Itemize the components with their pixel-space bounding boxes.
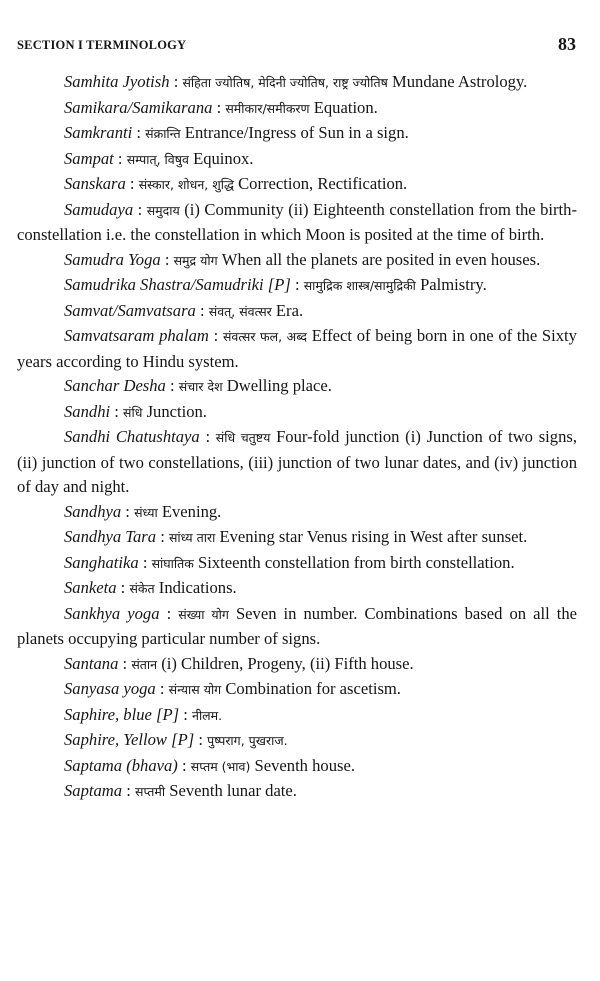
glossary-entry: [17, 147, 577, 173]
entry-separator: :: [125, 174, 139, 193]
entry-term: Sanskara: [64, 174, 126, 193]
glossary-entry: [17, 121, 577, 147]
entry-separator: :: [159, 603, 179, 623]
entry-separator: :: [132, 123, 146, 142]
entry-term: Sampat: [64, 148, 114, 168]
entry-hindi: समुदाय: [146, 202, 180, 218]
glossary-entry: [17, 172, 577, 198]
entry-term: Sandhi: [64, 401, 111, 421]
entry-term: Saphire, Yellow [P]: [64, 730, 195, 749]
entry-definition: Equation.: [309, 97, 378, 117]
entry-hindi: समुद्र योग: [173, 252, 218, 268]
entry-hindi: सप्तम (भाव): [190, 758, 251, 774]
page-header: [17, 34, 576, 56]
entry-separator: :: [118, 653, 132, 673]
entry-definition: Mundane Astrology.: [387, 72, 528, 91]
entry-separator: :: [160, 249, 174, 269]
entry-definition: Dwelling place.: [222, 376, 332, 395]
entry-hindi: सांध्य तारा: [168, 530, 216, 545]
entry-term: Samkranti: [64, 123, 133, 142]
entry-term: Saptama (bhava): [64, 755, 178, 775]
entry-term: Samhita Jyotish: [64, 72, 170, 91]
entry-term: Samudaya: [64, 199, 134, 219]
entry-term: Sankhya yoga: [64, 603, 160, 623]
glossary-entry: [17, 299, 577, 325]
entry-separator: :: [122, 781, 135, 800]
entry-hindi: संवत्सर फल, अब्द: [222, 329, 308, 344]
entry-definition: Sixteenth constellation from birth constellation.: [193, 552, 515, 572]
glossary-entry: [17, 551, 577, 577]
section-title: SECTION I TERMINOLOGY: [17, 38, 187, 52]
entry-term: Sanyasa yoga: [64, 679, 156, 698]
entry-separator: :: [177, 755, 191, 775]
entry-term: Sanghatika: [64, 552, 139, 572]
entry-definition: Entrance/Ingress of Sun in a sign.: [180, 123, 409, 142]
entry-definition: Combination for ascetism.: [221, 679, 401, 698]
entry-separator: :: [194, 730, 208, 749]
entry-hindi: सम्पात्, विषुव: [126, 151, 189, 167]
glossary-entry: [17, 576, 577, 602]
glossary-entry: [17, 400, 577, 426]
entry-definition: Correction, Rectification.: [233, 174, 408, 193]
entry-term: Samudra Yoga: [64, 249, 161, 269]
entry-separator: :: [121, 501, 135, 521]
entry-hindi: संक्रान्ति: [145, 126, 181, 141]
entry-definition: Four-fold junction (i) Junction of two signs, (ii) junction of two constellations, (iii) junction of two lunar dates, and (iv) junction of day and night.: [17, 427, 577, 496]
entry-definition: Era.: [271, 300, 304, 320]
entry-hindi: संख्या योग: [178, 606, 229, 622]
entry-definition: Seventh house.: [250, 755, 355, 775]
entry-hindi: संवत्, संवत्सर: [208, 303, 272, 319]
glossary-entry: [17, 500, 577, 526]
glossary-entry: [17, 703, 577, 729]
entry-definition: Equinox.: [188, 148, 254, 168]
glossary-entry: [17, 652, 577, 678]
entry-separator: :: [208, 326, 223, 345]
glossary-entry: [17, 374, 577, 400]
entry-hindi: संस्कार, शोधन, शुद्धि: [138, 177, 234, 192]
entry-hindi: सांघातिक: [151, 555, 194, 571]
glossary-entry: [17, 779, 577, 805]
entry-term: Sanchar Desha: [64, 376, 166, 395]
glossary-entry: [17, 273, 577, 299]
entry-term: Sandhya: [64, 501, 122, 521]
entry-hindi: संधि: [123, 404, 143, 420]
glossary-entry: [17, 324, 577, 374]
entry-separator: :: [138, 552, 152, 572]
entry-term: Samvatsaram phalam: [64, 326, 209, 345]
entry-hindi: समीकार/समीकरण: [225, 100, 310, 116]
entry-hindi: संकेत: [129, 581, 155, 596]
entry-separator: :: [155, 679, 169, 698]
entry-hindi: सामुद्रिक शास्त्र/सामुद्रिकी: [303, 278, 416, 293]
glossary-entry: [17, 248, 577, 274]
glossary-entry: [17, 677, 577, 703]
page-number: 83: [558, 34, 576, 54]
entry-separator: :: [179, 704, 192, 724]
entry-hindi: संन्यास योग: [168, 682, 222, 697]
entry-term: Santana: [64, 653, 119, 673]
entry-separator: :: [169, 72, 183, 91]
entry-separator: :: [290, 275, 304, 294]
entry-hindi: संध्या: [134, 504, 158, 520]
glossary-entry: [17, 96, 577, 122]
entry-hindi: संहिता ज्योतिष, मेदिनी ज्योतिष, राष्ट्र ज्योतिष: [182, 75, 388, 90]
entry-definition: Junction.: [142, 401, 207, 421]
entry-term: Samudrika Shastra/Samudriki [P]: [64, 275, 291, 294]
glossary-entry: [17, 728, 577, 754]
entry-separator: :: [133, 199, 147, 219]
entry-separator: :: [199, 427, 216, 446]
entry-definition: Indications.: [154, 578, 237, 597]
glossary-entries: [17, 70, 577, 805]
glossary-entry: [17, 425, 577, 500]
entry-separator: :: [195, 300, 209, 320]
entry-definition: Seven in number. Combinations based on all the planets occupying particular number of signs.: [17, 603, 578, 648]
entry-hindi: संधि चतुष्टय: [215, 430, 271, 445]
entry-hindi: नीलम.: [192, 707, 223, 723]
entry-definition: Palmistry.: [415, 275, 487, 294]
entry-term: Sandhi Chatushtaya: [64, 427, 200, 446]
entry-separator: :: [156, 527, 169, 546]
entry-definition: When all the planets are posited in even houses.: [217, 249, 541, 269]
glossary-entry: [17, 70, 577, 96]
glossary-entry: [17, 525, 577, 551]
entry-separator: :: [113, 148, 127, 168]
entry-hindi: संतान: [131, 656, 158, 672]
entry-term: Sanketa: [64, 578, 117, 597]
entry-definition: Seventh lunar date.: [165, 781, 297, 800]
entry-term: Saptama: [64, 781, 123, 800]
entry-definition: (i) Community (ii) Eighteenth constellation from the birth-constellation i.e. the constellation in which Moon is posited at the time of birth.: [17, 199, 577, 244]
entry-term: Samvat/Samvatsara: [64, 300, 196, 320]
entry-hindi: संचार देश: [178, 379, 223, 394]
glossary-entry: [17, 754, 577, 780]
entry-definition: (i) Children, Progeny, (ii) Fifth house.: [157, 653, 414, 673]
entry-separator: :: [165, 376, 179, 395]
entry-definition: Evening star Venus rising in West after sunset.: [215, 527, 528, 546]
glossary-entry: [17, 198, 577, 248]
glossary-entry: [17, 602, 577, 652]
entry-definition: Evening.: [157, 501, 222, 521]
entry-term: Saphire, blue [P]: [64, 704, 180, 724]
entry-separator: :: [212, 97, 226, 117]
entry-separator: :: [110, 401, 124, 421]
entry-hindi: पुष्पराग, पुखराज.: [207, 733, 288, 748]
entry-hindi: सप्तमी: [135, 784, 166, 799]
entry-term: Sandhya Tara: [64, 527, 157, 546]
entry-term: Samikara/Samikarana: [64, 97, 213, 117]
entry-separator: :: [116, 578, 130, 597]
entry-definition: Effect of being born in one of the Sixty years according to Hindu system.: [17, 326, 577, 371]
